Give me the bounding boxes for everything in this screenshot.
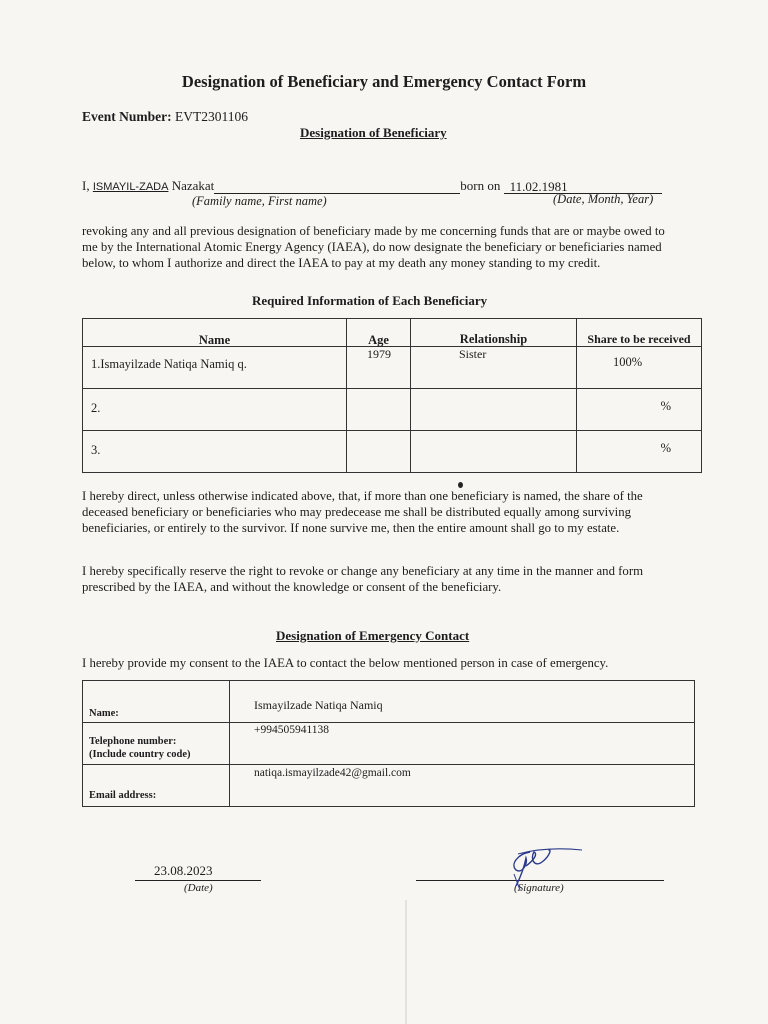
born-label: born on: [460, 178, 501, 193]
phone-label-note: (Include country code): [89, 749, 191, 760]
row1-share: 100%: [613, 355, 643, 369]
row1-relationship: Sister: [459, 347, 487, 361]
row1-name: 1.Ismayilzade Natiqa Namiq q.: [91, 357, 247, 371]
birth-date: 11.02.1981: [509, 179, 568, 194]
header-name: Name: [198, 333, 231, 347]
contact-name: Ismayilzade Natiqa Namiq: [254, 698, 383, 712]
event-number: [82, 109, 248, 125]
reserve-paragraph: I hereby specifically reserve the right to revoke or change any beneficiary at any time in the manner and form prescribed by the IAEA, and without the knowledge or consent of the beneficiary.: [82, 564, 644, 594]
header-age: Age: [368, 333, 389, 347]
emergency-contact-table: [82, 680, 695, 807]
header-relationship: Relationship: [459, 332, 528, 346]
table-row: [83, 347, 702, 389]
table-row: [83, 681, 695, 723]
row3-name: 3.: [91, 443, 101, 457]
declarant-prefix: I,: [82, 178, 90, 193]
header-share: Share to be received: [587, 332, 691, 346]
row2-share: %: [660, 399, 671, 413]
signature-mark-icon: [500, 844, 590, 894]
required-info-heading: Required Information of Each Beneficiary: [252, 293, 488, 308]
signing-date: 23.08.2023: [154, 863, 213, 878]
table-header-row: [83, 319, 702, 347]
beneficiary-section-heading: Designation of Beneficiary: [300, 125, 447, 140]
table-row: [83, 723, 695, 765]
table-row: [83, 389, 702, 431]
row1-age: 1979: [367, 347, 391, 361]
name-hint: (Family name, First name): [192, 194, 327, 208]
name-label: Name:: [89, 708, 119, 719]
table-row: [83, 431, 702, 473]
revoking-paragraph: revoking any and all previous designation of beneficiary made by me concerning funds that are or maybe owed to me by the International Atomic Energy Agency (IAEA), do now designate the beneficiary or beneficiaries named below, to whom I authorize and direct the IAEA to pay at my death any money standing to my credit.: [82, 224, 665, 270]
row3-share: %: [660, 441, 671, 455]
name-underline: [214, 179, 460, 194]
phone-label: Telephone number:: [89, 736, 177, 747]
table-row: [83, 765, 695, 807]
row2-name: 2.: [91, 401, 101, 415]
date-hint: (Date, Month, Year): [553, 192, 654, 206]
event-number-value: EVT2301106: [175, 109, 248, 124]
email-label: Email address:: [89, 790, 157, 801]
first-name: Nazakat: [171, 178, 215, 193]
form-title: Designation of Beneficiary and Emergency Contact Form: [181, 72, 587, 91]
signature-hint: (Signature): [514, 882, 564, 894]
event-number-label: Event Number:: [82, 109, 172, 124]
beneficiary-table: [82, 318, 702, 473]
emergency-section-heading: Designation of Emergency Contact: [276, 628, 470, 643]
consent-text: I hereby provide my consent to the IAEA to contact the below mentioned person in case of emergency.: [82, 656, 609, 670]
family-name: ISMAYIL-ZADA: [92, 181, 169, 193]
date-hint-footer: (Date): [184, 882, 213, 894]
contact-email: natiqa.ismayilzade42@gmail.com: [254, 767, 411, 779]
contact-phone: +994505941138: [254, 724, 330, 736]
scan-edge: [405, 900, 407, 1024]
direct-paragraph: I hereby direct, unless otherwise indicated above, that, if more than one beneficiary is named, the share of the deceased beneficiary or beneficiaries who may predecease me shall be distributed equally among surviving beneficiaries, or entirely to the survivor. If none survive me, then the entire amount shall go to my estate.: [82, 489, 643, 535]
date-line: [135, 880, 261, 881]
